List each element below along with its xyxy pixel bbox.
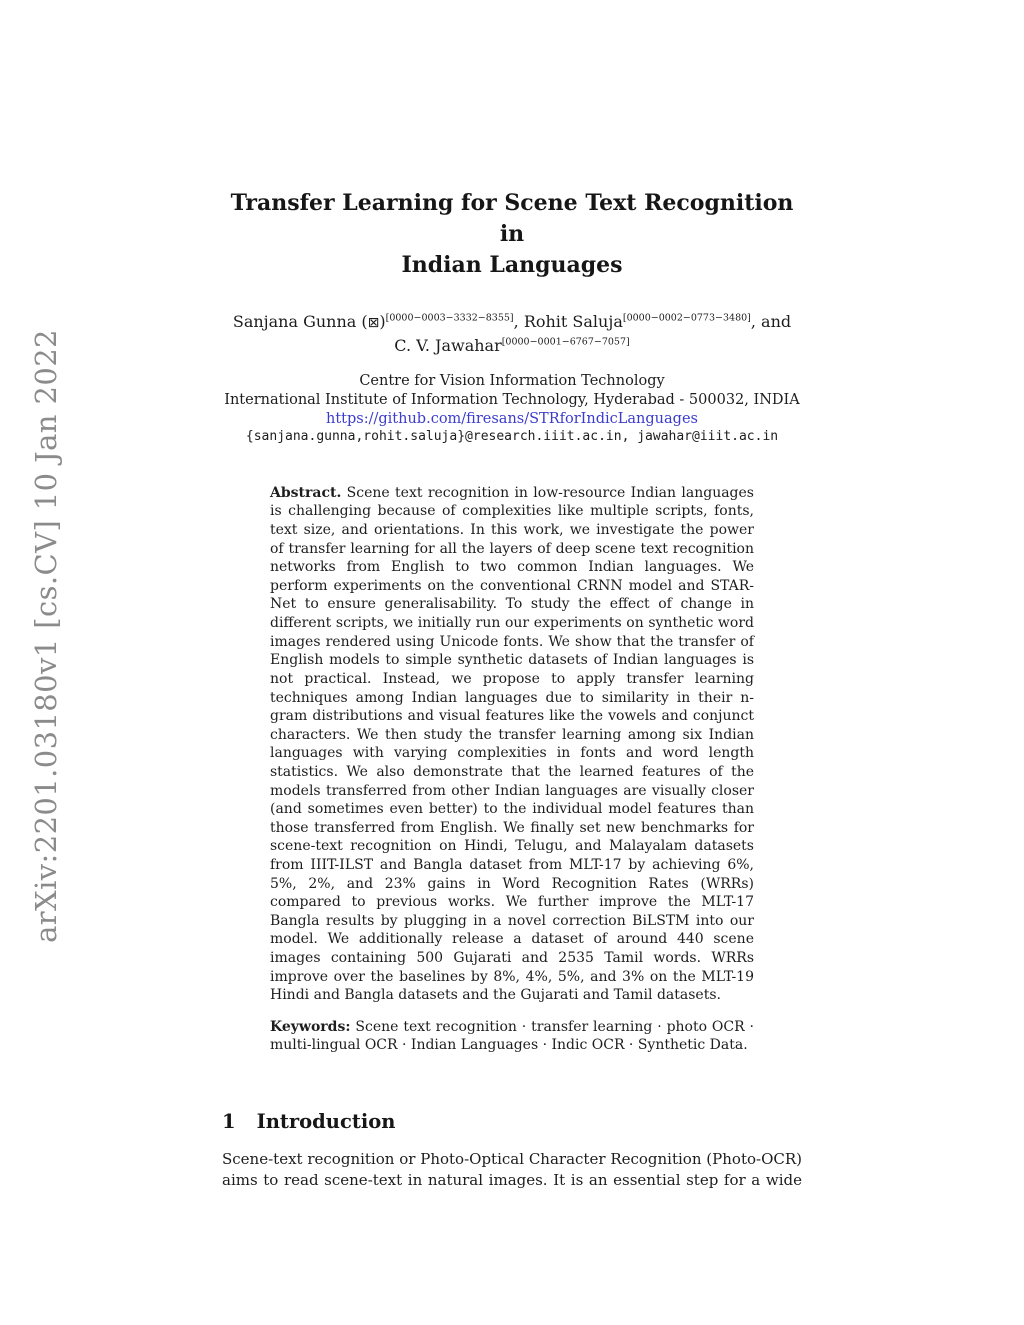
- orcid-superscript: [0000−0002−0773−3480]: [622, 313, 751, 325]
- affiliation-link-line: [222, 410, 802, 429]
- author-name: ): [379, 312, 386, 332]
- affiliation-institute-line2: International Institute of Information Technology, Hyderabad - 500032, INDIA: [224, 392, 800, 409]
- section-title: Introduction: [256, 1110, 396, 1134]
- section-number: 1: [222, 1110, 236, 1134]
- keywords-label: Keywords:: [270, 1018, 351, 1035]
- envelope-icon: ⊠: [367, 315, 380, 332]
- github-link[interactable]: https://github.com/firesans/STRforIndicLanguages: [326, 411, 698, 428]
- paper-content-column: [222, 0, 802, 1191]
- paper-title-line2: Indian Languages: [401, 251, 623, 278]
- section-heading-introduction: [222, 1110, 802, 1133]
- orcid-superscript: [0000−0001−6767−7057]: [501, 337, 630, 349]
- introduction-paragraph: Scene-text recognition or Photo-Optical Character Recognition (Photo-OCR) aims to read scene-text in natural images. It is an essential step for a wide: [222, 1150, 802, 1190]
- abstract-label: Abstract.: [270, 484, 342, 501]
- author-cv-jawahar: [394, 336, 629, 355]
- author-name: C. V. Jawahar: [394, 336, 502, 356]
- keywords-text: Scene text recognition · transfer learning · photo OCR · multi-lingual OCR · Indian Languages · Indic OCR · Synthetic Data.: [270, 1018, 754, 1054]
- keywords-paragraph: [270, 1018, 754, 1055]
- author-sanjana-gunna: [233, 312, 524, 331]
- abstract-paragraph: [270, 484, 754, 1005]
- orcid-superscript: [0000−0003−3332−8355]: [385, 313, 514, 325]
- affiliation-institute-line1: Centre for Vision Information Technology: [359, 373, 665, 390]
- author-separator: ,: [513, 312, 524, 332]
- paper-title-line1: Transfer Learning for Scene Text Recognition in: [230, 190, 794, 247]
- author-emails: {sanjana.gunna,rohit.saluja}@research.iiit.ac.in, jawahar@iiit.ac.in: [245, 428, 779, 444]
- affiliation-block: [222, 372, 802, 445]
- author-line: [222, 310, 802, 358]
- author-separator: , and: [750, 312, 792, 332]
- author-name: Rohit Saluja: [523, 312, 623, 332]
- arxiv-watermark: arXiv:2201.03180v1 [cs.CV] 10 Jan 2022: [29, 329, 63, 943]
- author-name: Sanjana Gunna (: [232, 312, 368, 332]
- author-rohit-saluja: [524, 312, 791, 331]
- abstract-text: Scene text recognition in low-resource Indian languages is challenging because of complexities like multiple scripts, fonts, text size, and orientations. In this work, we investigate the power of transfer learning for all the layers of deep scene text recognition networks from English to two common Indian languages. We perform experiments on the conventional CRNN model and STAR-Net to ensure generalisability. To study the effect of change in different scripts, we initially run our experiments on synthetic word images rendered using Unicode fonts. We show that the transfer of English models to simple synthetic datasets of Indian languages is not practical. Instead, we propose to apply transfer learning techniques among Indian languages due to similarity in their n-gram distributions and visual features like the vowels and conjunct characters. We then study the transfer learning among six Indian languages with varying complexities in fonts and word length statistics. We also demonstrate that the learned features of the models transferred from other Indian languages are visually closer (and sometimes even better) to the individual model features than those transferred from English. We finally set new benchmarks for scene-text recognition on Hindi, Telugu, and Malayalam datasets from IIIT-ILST and Bangla dataset from MLT-17 by achieving 6%, 5%, 2%, and 23% gains in Word Recognition Rates (WRRs) compared to previous works. We further improve the MLT-17 Bangla results by plugging in a novel correction BiLSTM into our model. We additionally release a dataset of around 440 scene images containing 500 Gujarati and 2535 Tamil words. WRRs improve over the baselines by 8%, 4%, 5%, and 3% on the MLT-19 Hindi and Bangla datasets and the Gujarati and Tamil datasets.: [270, 484, 754, 1004]
- paper-title: [222, 188, 802, 280]
